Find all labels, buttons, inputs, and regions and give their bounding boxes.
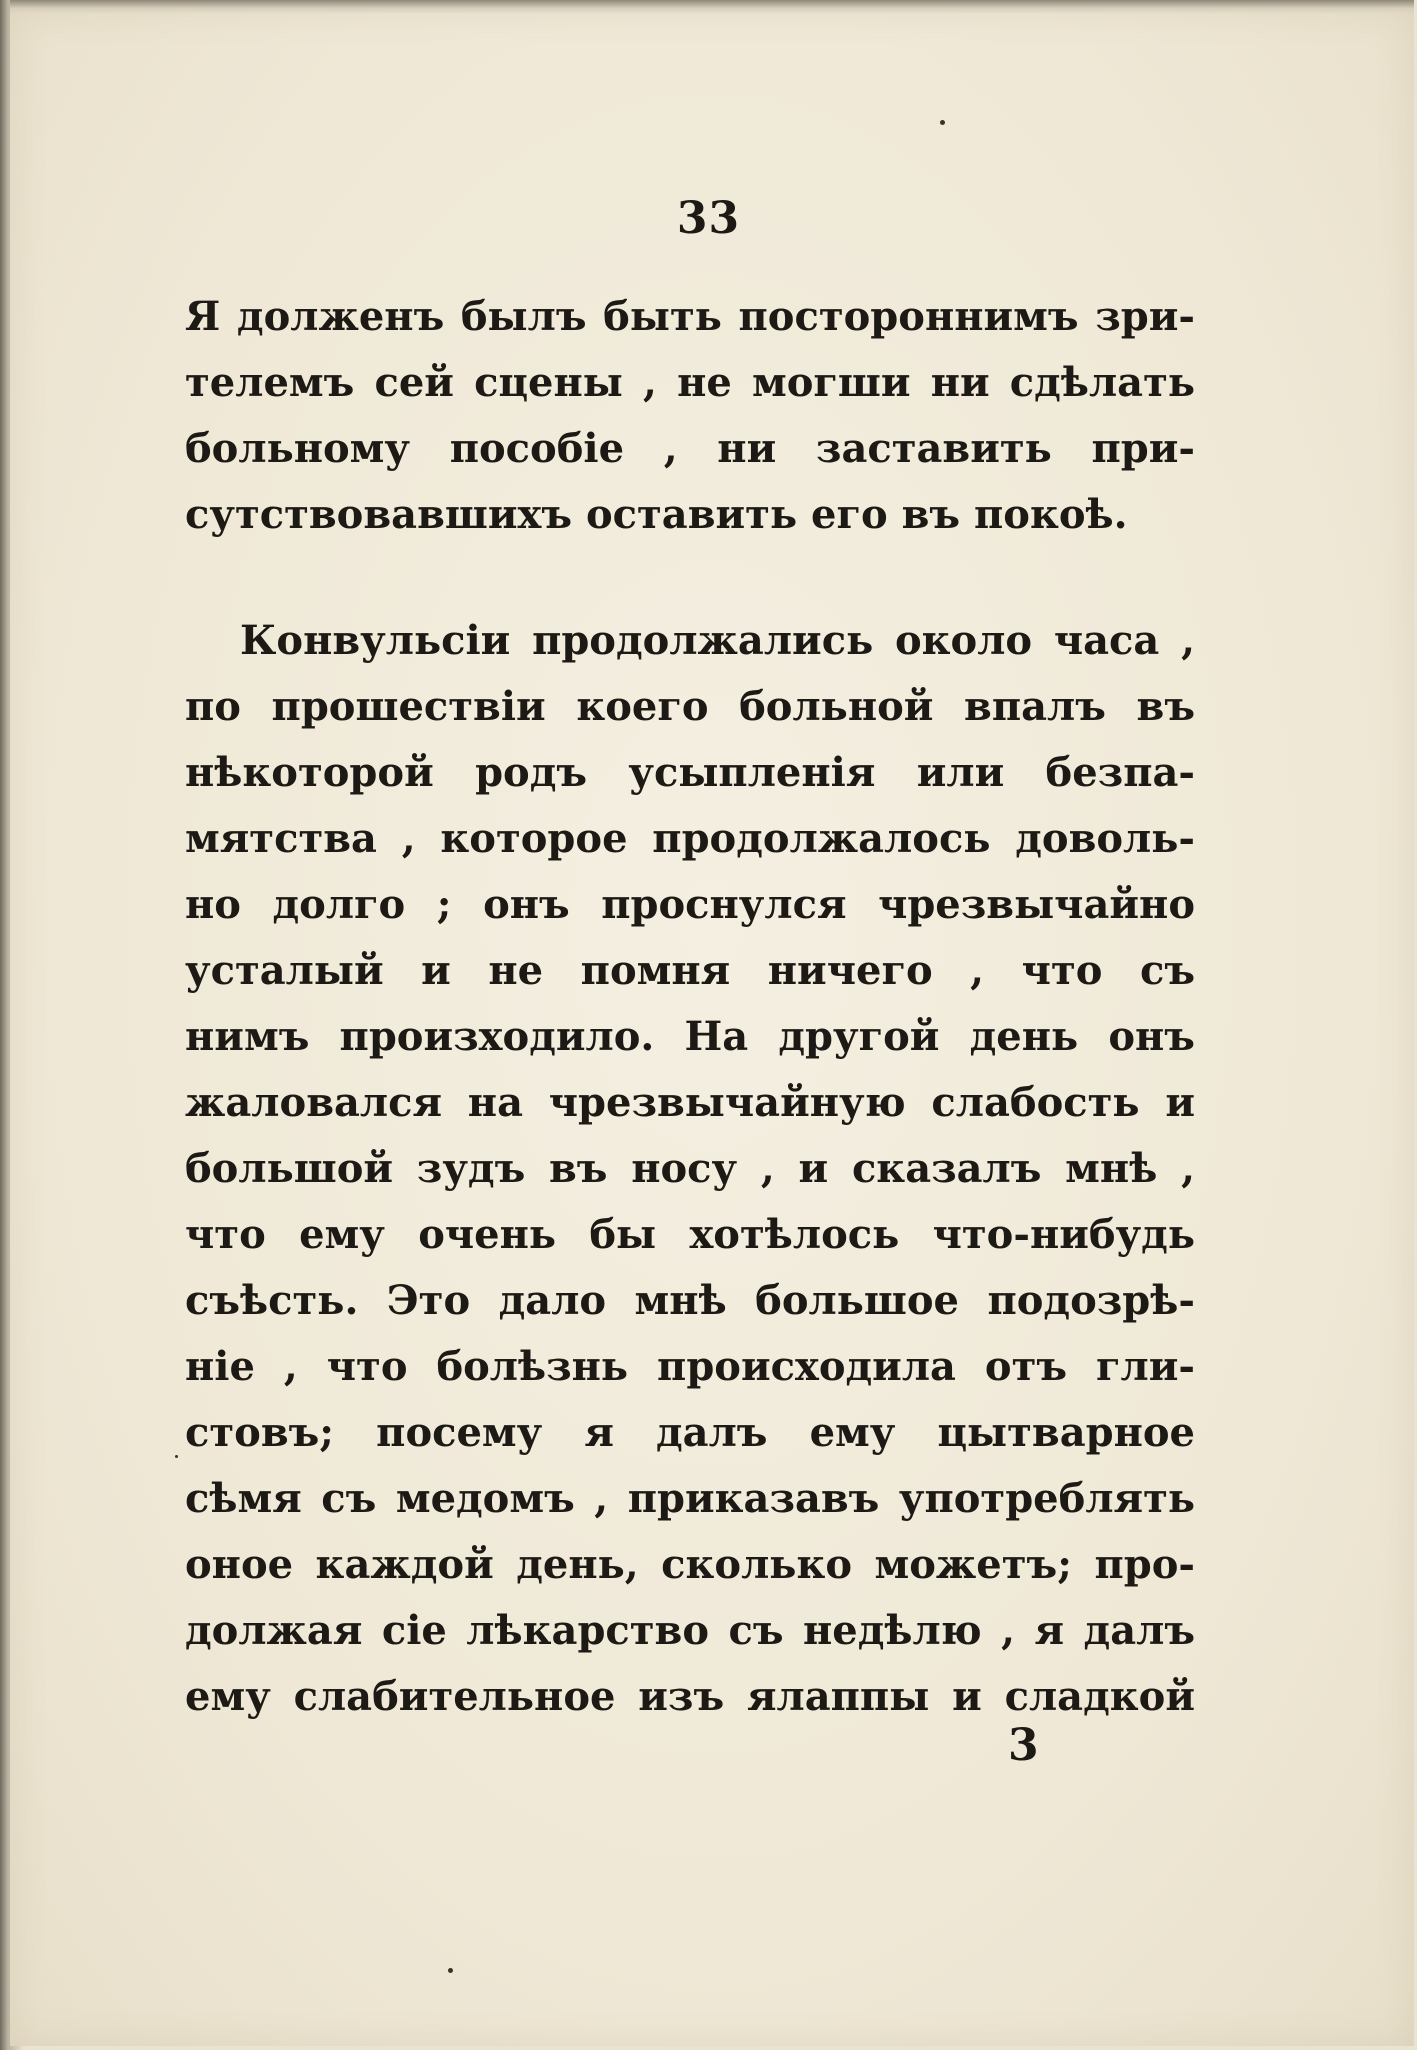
page-top-edge [10,0,1414,14]
text-line: мятства , которое продолжалось доволь- [185,815,1195,862]
text-line: усталый и не помня ничего , что съ [185,947,1195,994]
text-line: больному пособіе , ни заставить при- [185,425,1195,472]
text-line: сутствовавшихъ оставить его въ покоѣ. [185,491,1128,538]
text-line: должая сіе лѣкарство съ недѣлю , я далъ [185,1607,1195,1654]
text-line: нимъ произходило. На другой день онъ [185,1013,1195,1060]
signature-mark: 3 [1008,1720,1039,1771]
page-number: 33 [676,193,741,244]
text-line: но долго ; онъ проснулся чрезвычайно [185,881,1195,928]
text-line: жаловался на чрезвычайную слабость и [185,1079,1195,1126]
paper-speck [940,120,945,125]
text-line: сѣмя съ медомъ , приказавъ употреблять [185,1475,1195,1522]
text-line: ему слабительное изъ ялаппы и сладкой [185,1673,1195,1720]
text-line: телемъ сей сцены , не могши ни сдѣлать [185,359,1195,406]
text-line: Конвульсіи продолжались около часа , [240,617,1195,664]
text-line: по прошествіи коего больной впалъ въ [185,683,1195,730]
text-line: большой зудъ въ носу , и сказалъ мнѣ , [185,1145,1195,1192]
text-line: оное каждой день, сколько можетъ; про- [185,1541,1195,1588]
text-line: ніе , что болѣзнь происходила отъ гли- [185,1343,1195,1390]
text-line: Я долженъ былъ быть постороннимъ зри- [185,293,1195,340]
text-line: стовъ; посему я далъ ему цытварное [185,1409,1195,1456]
paragraph-2 [185,608,1195,1730]
paper-speck [448,1968,453,1973]
paper-speck [175,1455,178,1458]
paragraph-1 [185,284,1195,548]
text-line: что ему очень бы хотѣлось что-нибудь [185,1211,1195,1258]
text-line: нѣкоторой родъ усыпленія или безпа- [185,749,1195,796]
text-line: съѣсть. Это дало мнѣ большое подозрѣ- [185,1277,1195,1324]
